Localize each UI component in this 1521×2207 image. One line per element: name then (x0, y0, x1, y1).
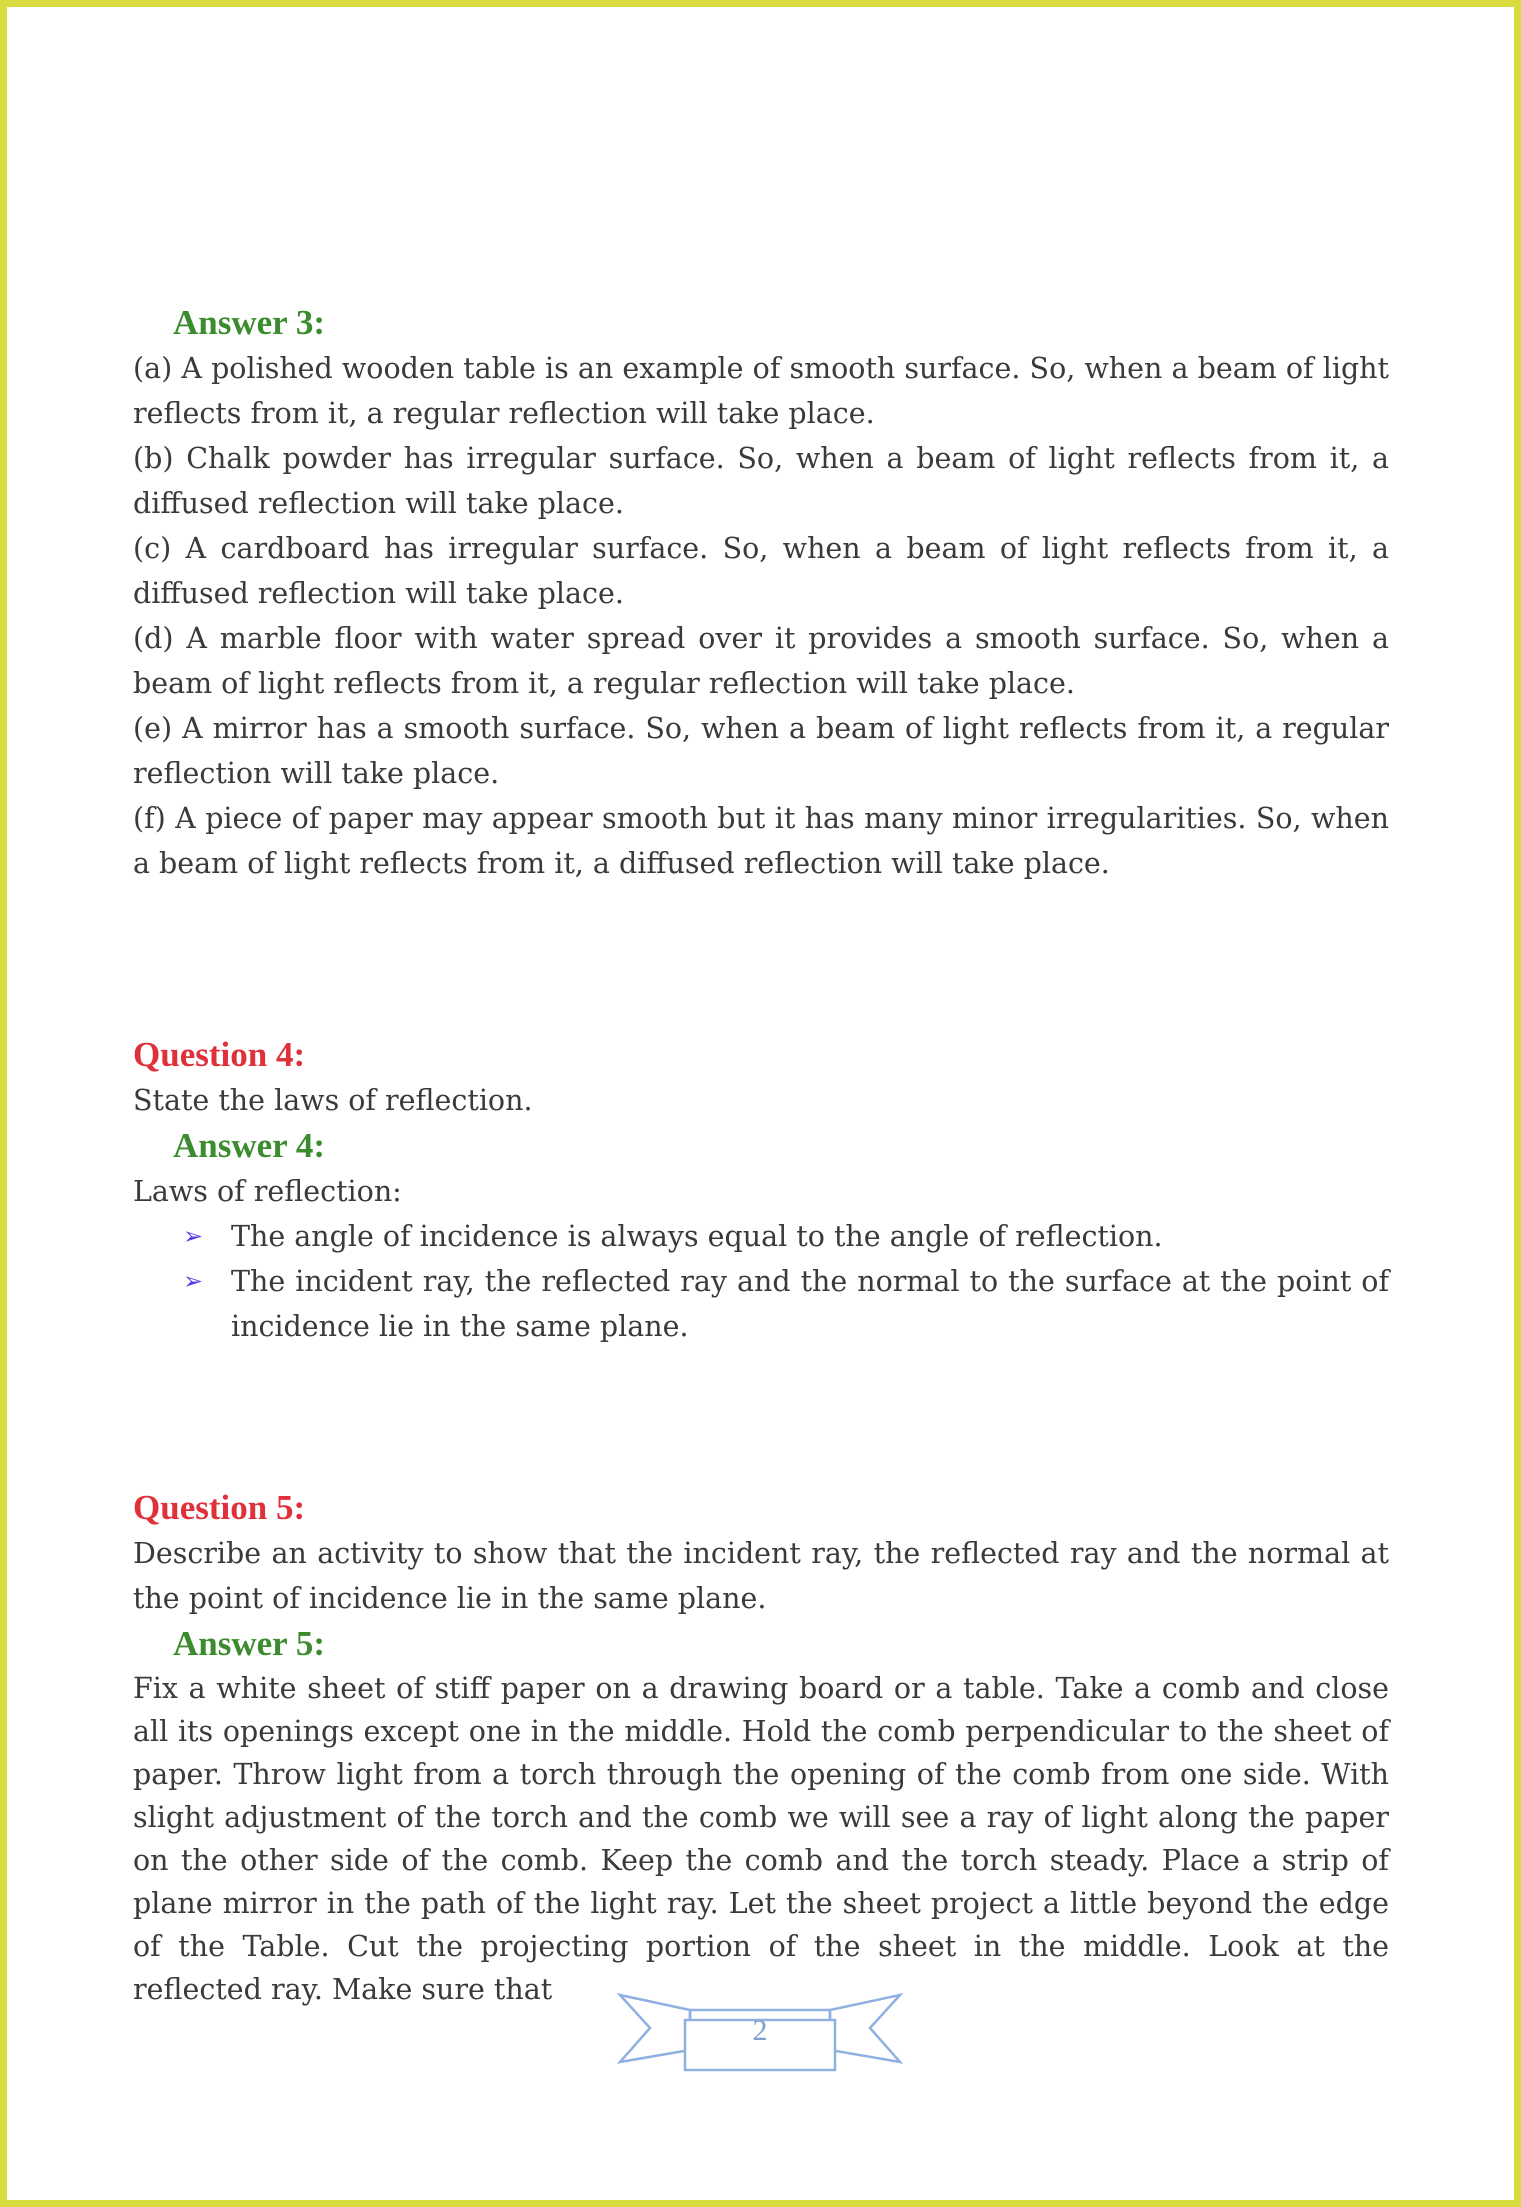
list-item (183, 1259, 1389, 1349)
answer-3-section (133, 300, 1389, 886)
answer-5-heading: Answer 5: (173, 1624, 325, 1663)
law-1-text: The angle of incidence is always equal to the angle of reflection. (231, 1220, 1163, 1253)
question-5-heading: Question 5: (133, 1488, 306, 1527)
answer-4-heading: Answer 4: (173, 1126, 325, 1165)
question-4-text: State the laws of reflection. (133, 1084, 533, 1117)
question-4-heading: Question 4: (133, 1035, 306, 1074)
laws-list (133, 1214, 1389, 1349)
answer-5-text: Fix a white sheet of stiff paper on a drawing board or a table. Take a comb and close all its openings except one in the middle. Hold the comb perpendicular to the sheet of paper. Throw light from a torch through the opening of the comb from one side. With slight adjustment of the torch and the comb we will see a ray of light along the paper on the other side of the comb. Keep the comb and the torch steady. Place a strip of plane mirror in the path of the light ray. Let the sheet project a little beyond the edge of the Table. Cut the projecting portion of the sheet in the middle. Look at the reflected ray. Make sure that (133, 1672, 1389, 2006)
answer-4-intro: Laws of reflection: (133, 1175, 402, 1208)
arrow-bullet-icon: ➢ (183, 1267, 204, 1295)
answer-3-part-f: (f) A piece of paper may appear smooth but it has many minor irregularities. So, when a beam of light reflects from it, a diffused reflection will take place. (133, 802, 1389, 880)
answer-3-heading: Answer 3: (173, 303, 325, 342)
arrow-bullet-icon: ➢ (183, 1222, 204, 1250)
answer-3-part-a: (a) A polished wooden table is an example of smooth surface. So, when a beam of light reflects from it, a regular reflection will take place. (133, 352, 1389, 430)
law-2-text: The incident ray, the reflected ray and the normal to the surface at the point of incidence lie in the same plane. (231, 1265, 1389, 1343)
question-5-text: Describe an activity to show that the incident ray, the reflected ray and the normal at the point of incidence lie in the same plane. (133, 1537, 1389, 1615)
answer-3-part-d: (d) A marble floor with water spread over it provides a smooth surface. So, when a beam of light reflects from it, a regular reflection will take place. (133, 622, 1389, 700)
answer-3-part-e: (e) A mirror has a smooth surface. So, when a beam of light reflects from it, a regular reflection will take place. (133, 712, 1389, 790)
page-number: 2 (752, 2014, 768, 2047)
answer-3-part-b: (b) Chalk powder has irregular surface. So, when a beam of light reflects from it, a diffused reflection will take place. (133, 442, 1389, 520)
page-number-badge (615, 1990, 905, 2080)
question-5-section (133, 1485, 1389, 2011)
answer-3-part-c: (c) A cardboard has irregular surface. So, when a beam of light reflects from it, a diffused reflection will take place. (133, 532, 1389, 610)
question-4-section (133, 1032, 1389, 1349)
list-item (183, 1214, 1389, 1259)
